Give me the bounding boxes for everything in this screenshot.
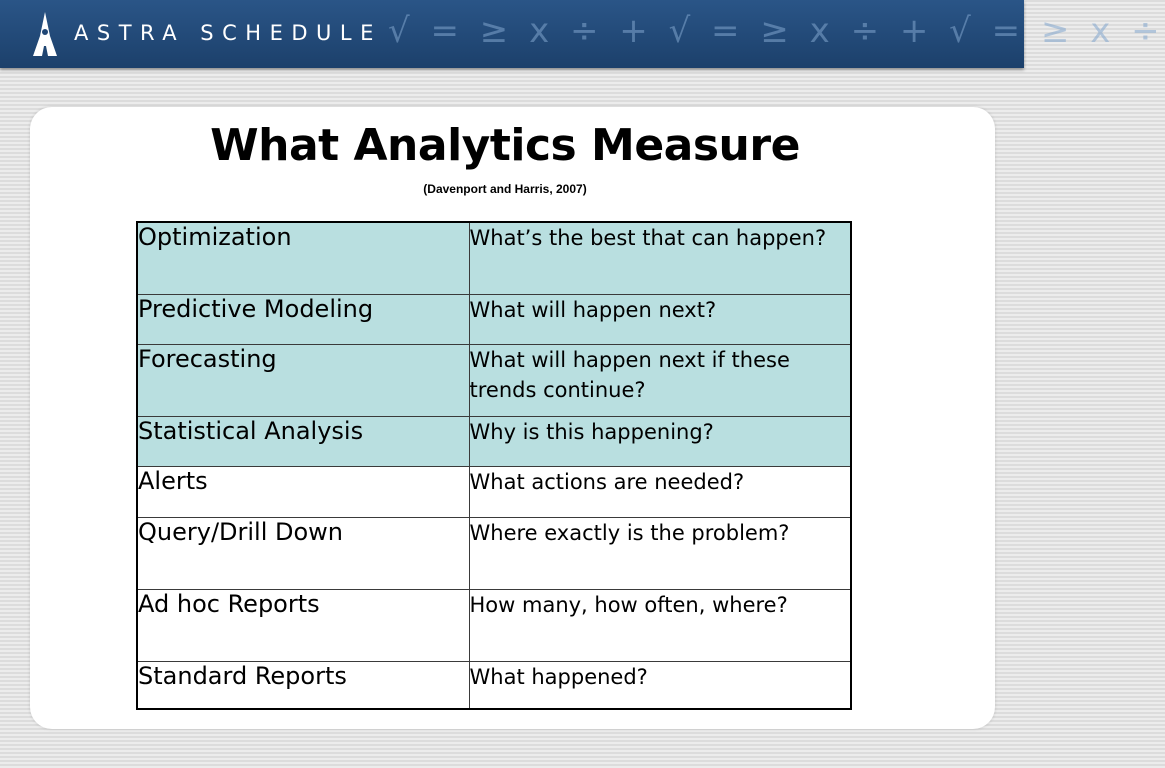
table-row xyxy=(137,661,851,709)
table-row xyxy=(137,294,851,344)
header-bar xyxy=(0,0,1165,68)
decorative-math-symbols: √ = ≥ x ÷ + √ = ≥ x ÷ + √ = ≥ x ÷ xyxy=(388,11,1165,51)
row-question: What actions are needed? xyxy=(469,466,851,517)
row-category: Forecasting xyxy=(137,344,469,416)
table-row xyxy=(137,344,851,416)
row-question: What will happen next if these trends continue? xyxy=(469,344,851,416)
astra-tower-icon xyxy=(30,12,60,56)
row-category: Statistical Analysis xyxy=(137,416,469,466)
slide-citation: (Davenport and Harris, 2007) xyxy=(423,182,587,196)
row-category: Predictive Modeling xyxy=(137,294,469,344)
table-row xyxy=(137,517,851,589)
row-question: Where exactly is the problem? xyxy=(469,517,851,589)
row-category: Ad hoc Reports xyxy=(137,589,469,661)
row-question: Why is this happening? xyxy=(469,416,851,466)
row-category: Alerts xyxy=(137,466,469,517)
row-question: How many, how often, where? xyxy=(469,589,851,661)
table-row xyxy=(137,589,851,661)
row-question: What will happen next? xyxy=(469,294,851,344)
analytics-table xyxy=(136,221,852,710)
row-question: What happened? xyxy=(469,661,851,709)
table-row xyxy=(137,416,851,466)
table-row xyxy=(137,222,851,294)
slide-title: What Analytics Measure xyxy=(210,120,800,171)
brand-name: ASTRA SCHEDULE xyxy=(74,21,382,45)
row-category: Query/Drill Down xyxy=(137,517,469,589)
table-row xyxy=(137,466,851,517)
row-category: Optimization xyxy=(137,222,469,294)
row-question: What’s the best that can happen? xyxy=(469,222,851,294)
row-category: Standard Reports xyxy=(137,661,469,709)
